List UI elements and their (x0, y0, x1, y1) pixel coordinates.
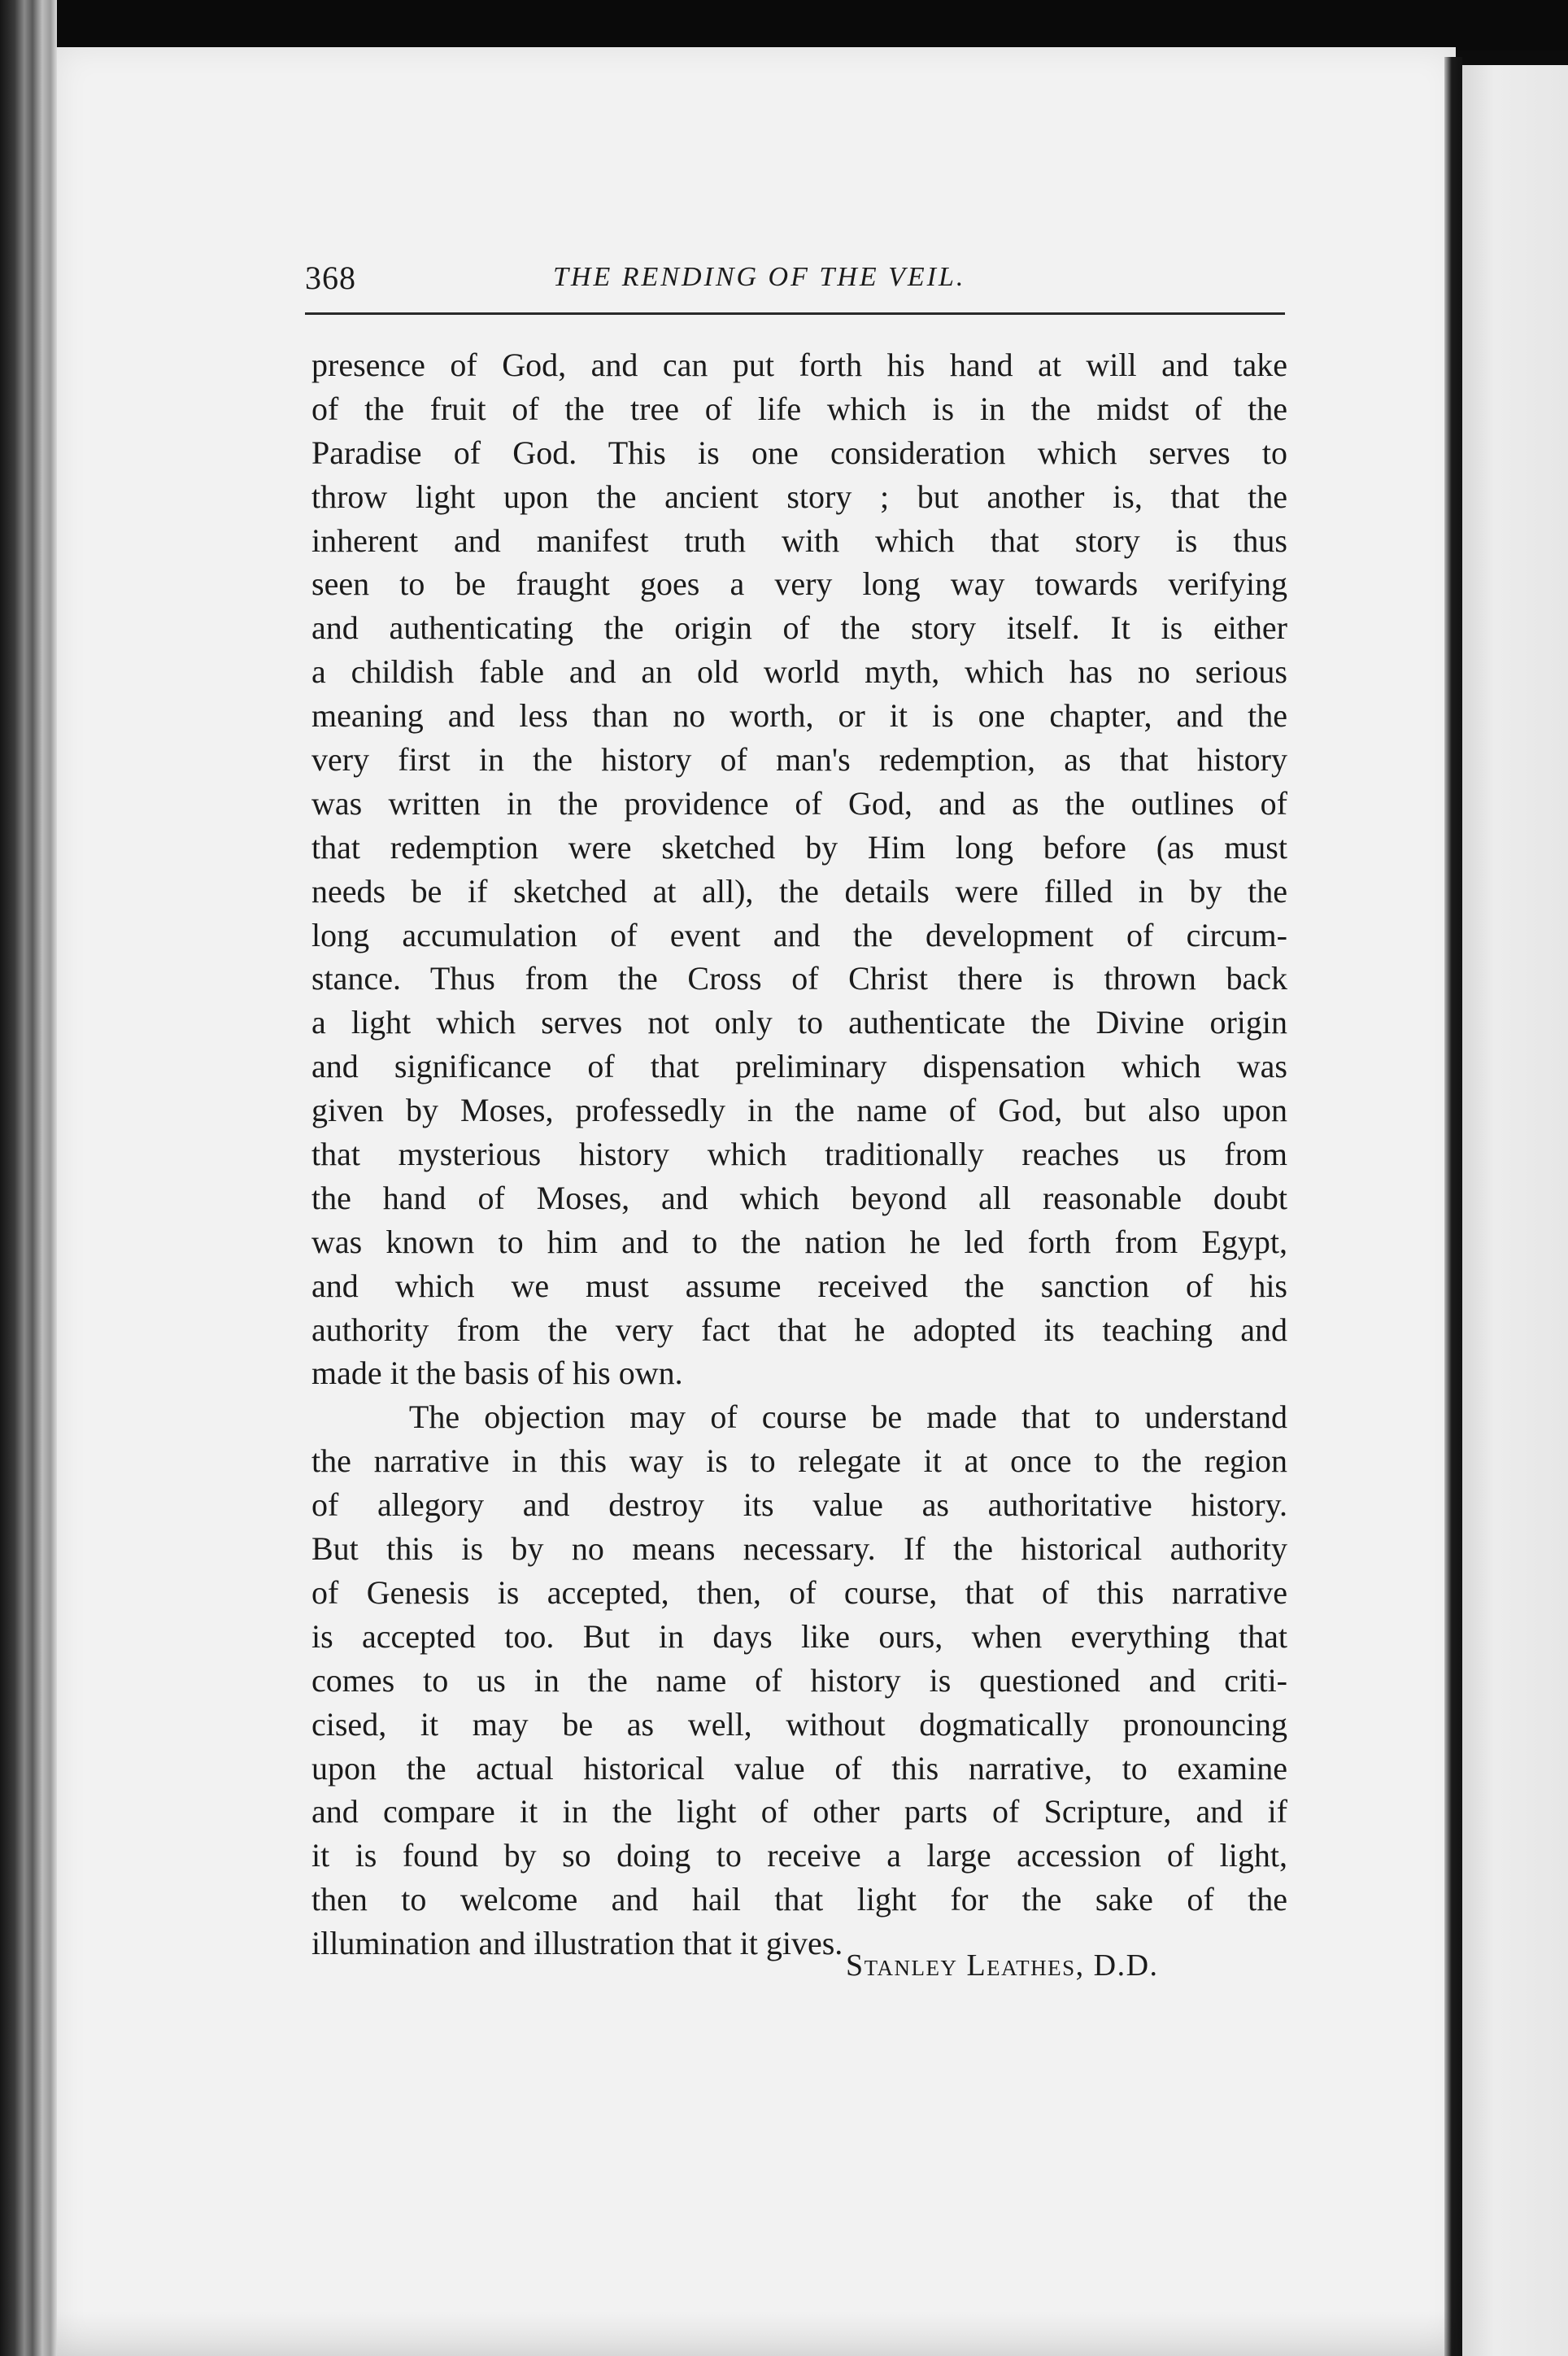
page-gutter-shadow (1444, 57, 1462, 2356)
text-line: a light which serves not only to authenticate the Divine origin (311, 1004, 1287, 1041)
text-line: the hand of Moses, and which beyond all reasonable doubt (311, 1179, 1287, 1216)
text-line: that redemption were sketched by Him long before (as must (311, 828, 1287, 866)
text-line: it is found by so doing to receive a large accession of light, (311, 1837, 1287, 1874)
text-line: is accepted too. But in days like ours, when everything that (311, 1617, 1287, 1655)
text-line: stance. Thus from the Cross of Christ there is thrown back (311, 960, 1287, 997)
text-line: long accumulation of event and the development of circum- (311, 916, 1287, 953)
text-line: a childish fable and an old world myth, which has no serious (311, 653, 1287, 691)
text-line: and compare it in the light of other parts of Scripture, and if (311, 1793, 1287, 1830)
book-binding-edge (0, 0, 57, 2356)
text-line: and which we must assume received the sanction of his (311, 1267, 1287, 1304)
paragraph-start-line: The objection may of course be made that to understand (311, 1398, 1287, 1436)
paragraph-end-line: illumination and illustration that it gives. (311, 1925, 843, 1962)
facing-page-edge (1462, 65, 1568, 2356)
author-name: Stanley Leathes, D.D. (846, 1948, 1159, 1983)
text-line: comes to us in the name of history is questioned and criti- (311, 1661, 1287, 1699)
author-signature (846, 1948, 1159, 1983)
running-head: THE RENDING OF THE VEIL. (553, 262, 966, 292)
text-line: upon the actual historical value of this narrative, to examine (311, 1749, 1287, 1787)
page-number: 368 (305, 260, 356, 296)
text-line: was known to him and to the nation he led forth from Egypt, (311, 1223, 1287, 1260)
text-line: the narrative in this way is to relegate it at once to the region (311, 1442, 1287, 1480)
text-line: presence of God, and can put forth his hand at will and take (311, 347, 1287, 383)
body-text (311, 343, 1287, 1966)
text-line: very first in the history of man's redemption, as that history (311, 741, 1287, 779)
text-line: of Genesis is accepted, then, of course, that of this narrative (311, 1573, 1287, 1611)
text-line: and authenticating the origin of the story itself. It is either (311, 609, 1287, 647)
paragraph-end-line: made it the basis of his own. (311, 1355, 683, 1392)
text-line: needs be if sketched at all), the details were filled in by the (311, 872, 1287, 910)
text-line: then to welcome and hail that light for the sake of the (311, 1881, 1287, 1918)
text-line: throw light upon the ancient story ; but another is, that the (311, 478, 1287, 515)
text-line: inherent and manifest truth with which that story is thus (311, 521, 1287, 559)
text-line: But this is by no means necessary. If the historical authority (311, 1530, 1287, 1568)
header-rule (305, 312, 1285, 315)
text-line: of the fruit of the tree of life which is in the midst of the (311, 390, 1287, 427)
scan-top-edge (0, 0, 1568, 50)
text-line: given by Moses, professedly in the name of God, but also upon (311, 1092, 1287, 1129)
text-line: and significance of that preliminary dispensation which was (311, 1048, 1287, 1085)
text-line: that mysterious history which traditionally reaches us from (311, 1136, 1287, 1173)
text-line: meaning and less than no worth, or it is one chapter, and the (311, 697, 1287, 735)
text-line: authority from the very fact that he adopted its teaching and (311, 1311, 1287, 1348)
text-line: Paradise of God. This is one consideration which serves to (311, 434, 1287, 471)
text-line: of allegory and destroy its value as authoritative history. (311, 1486, 1287, 1524)
text-line: seen to be fraught goes a very long way towards verifying (311, 565, 1287, 603)
text-line: was written in the providence of God, and as the outlines of (311, 784, 1287, 822)
page-bottom-shade (57, 2310, 1456, 2356)
text-line: cised, it may be as well, without dogmatically pronouncing (311, 1705, 1287, 1743)
